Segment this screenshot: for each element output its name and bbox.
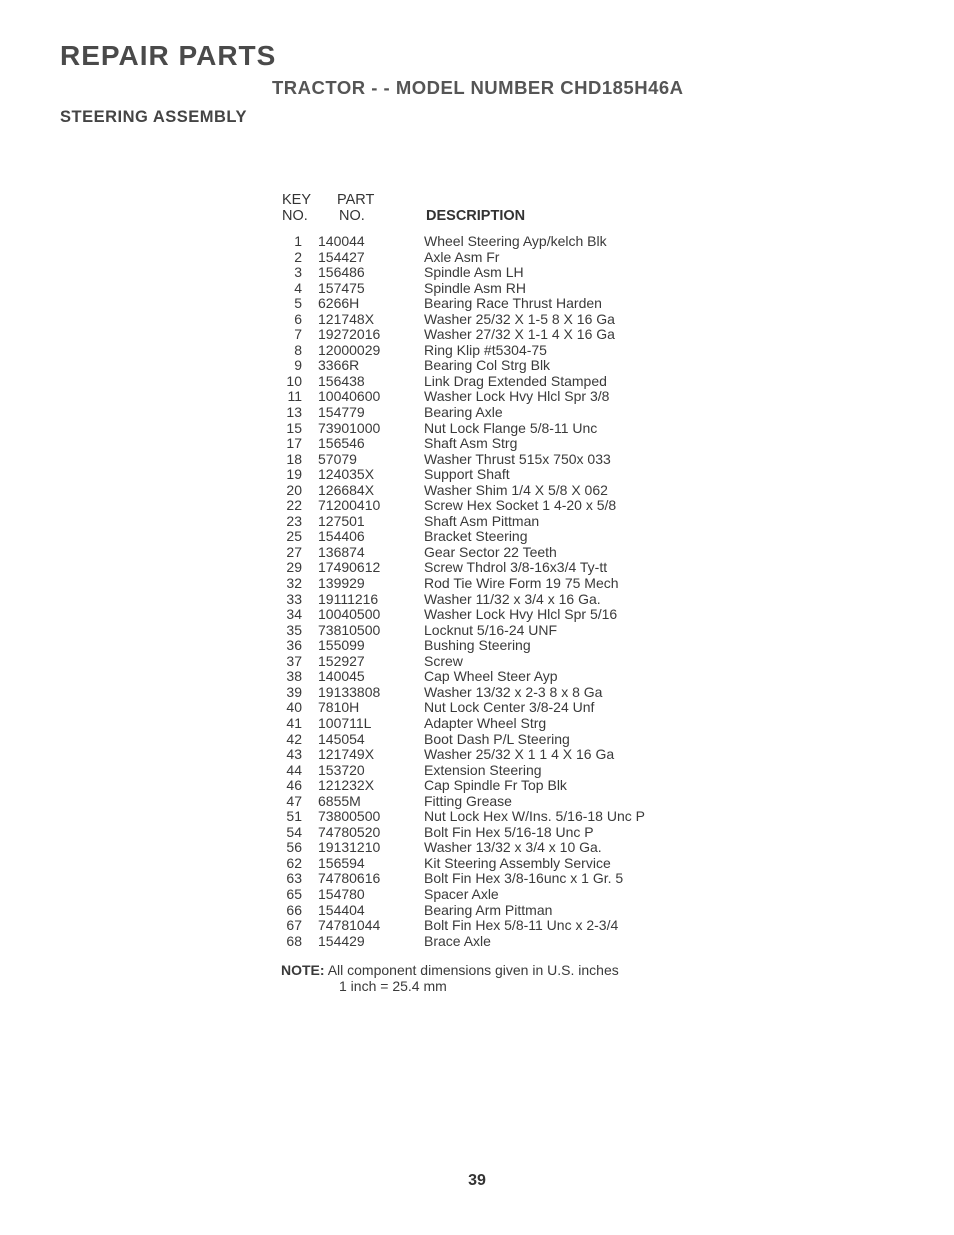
part-description: Bolt Fin Hex 3/8-16unc x 1 Gr. 5 — [424, 870, 624, 887]
parts-row — [270, 669, 710, 685]
key-number: 5 — [294, 295, 302, 312]
key-number: 15 — [286, 419, 302, 436]
part-number: 19272016 — [318, 326, 381, 343]
part-number: 127501 — [318, 512, 365, 529]
key-number: 33 — [286, 590, 302, 607]
part-description: Bearing Race Thrust Harden — [424, 295, 602, 312]
part-description: Nut Lock Flange 5/8-11 Unc — [424, 419, 598, 436]
part-number: 3366R — [318, 357, 360, 374]
part-number: 6855M — [318, 792, 361, 809]
part-description: Screw Thdrol 3/8-16x3/4 Ty-tt — [424, 559, 608, 576]
key-number: 67 — [286, 917, 302, 934]
part-description: Washer Lock Hvy Hlcl Spr 5/16 — [424, 606, 618, 623]
parts-row — [270, 296, 710, 312]
part-number: 71200410 — [318, 497, 381, 514]
parts-row — [270, 654, 710, 670]
part-description: Washer 13/32 x 3/4 x 10 Ga. — [424, 839, 602, 856]
part-number: 153720 — [318, 761, 365, 778]
key-number: 42 — [286, 730, 302, 747]
part-description: Screw Hex Socket 1 4-20 x 5/8 — [424, 497, 617, 514]
part-number: 7810H — [318, 699, 360, 716]
part-number: 121748X — [318, 310, 375, 327]
key-number: 27 — [286, 543, 302, 560]
part-description: Bearing Arm Pittman — [424, 901, 553, 918]
parts-row — [270, 871, 710, 887]
part-description: Shaft Asm Pittman — [424, 512, 540, 529]
part-number: 124035X — [318, 466, 375, 483]
key-number: 11 — [287, 388, 302, 405]
part-number: 73810500 — [318, 621, 381, 638]
parts-row — [270, 903, 710, 919]
key-number: 4 — [294, 279, 302, 296]
key-number: 7 — [294, 326, 302, 343]
key-number: 47 — [286, 792, 302, 809]
part-number: 6266H — [318, 295, 360, 312]
part-number: 12000029 — [318, 341, 381, 358]
parts-row — [270, 638, 710, 654]
parts-row — [270, 716, 710, 732]
part-number: 154404 — [318, 901, 365, 918]
key-number: 20 — [286, 481, 302, 498]
parts-row — [270, 436, 710, 452]
part-description: Bracket Steering — [424, 528, 528, 545]
part-number: 157475 — [318, 279, 365, 296]
key-number: 6 — [294, 310, 302, 327]
key-number: 37 — [286, 652, 302, 669]
part-description: Brace Axle — [424, 932, 491, 949]
part-number: 73901000 — [318, 419, 381, 436]
parts-row — [270, 856, 710, 872]
parts-row — [270, 514, 710, 530]
part-header-line1: PART — [337, 192, 375, 208]
key-number: 36 — [286, 637, 302, 654]
part-description: Rod Tie Wire Form 19 75 Mech — [424, 575, 619, 592]
key-number: 68 — [286, 932, 302, 949]
part-number: 155099 — [318, 637, 365, 654]
part-number: 140045 — [318, 668, 365, 685]
note-label: NOTE: — [281, 962, 325, 978]
parts-row — [270, 327, 710, 343]
parts-row — [270, 545, 710, 561]
part-description: Gear Sector 22 Teeth — [424, 543, 557, 560]
model-subtitle: TRACTOR - - MODEL NUMBER CHD185H46A — [272, 77, 684, 98]
part-description: Bushing Steering — [424, 637, 531, 654]
part-number: 19131210 — [318, 839, 381, 856]
part-description: Nut Lock Hex W/Ins. 5/16-18 Unc P — [424, 808, 645, 825]
description-column-header: DESCRIPTION — [426, 208, 526, 224]
key-number: 41 — [286, 714, 302, 731]
part-description: Washer 25/32 X 1-5 8 X 16 Ga — [424, 310, 615, 327]
parts-row — [270, 763, 710, 779]
part-number: 57079 — [318, 450, 357, 467]
part-number: 139929 — [318, 575, 365, 592]
part-description: Boot Dash P/L Steering — [424, 730, 570, 747]
part-description: Wheel Steering Ayp/kelch Blk — [424, 233, 607, 249]
page-title: REPAIR PARTS — [60, 40, 277, 71]
parts-row — [270, 281, 710, 297]
parts-row — [270, 809, 710, 825]
part-number: 140044 — [318, 233, 365, 249]
parts-row — [270, 374, 710, 390]
parts-row — [270, 560, 710, 576]
parts-row — [270, 747, 710, 763]
parts-row — [270, 467, 710, 483]
key-number: 1 — [294, 233, 302, 249]
key-number: 63 — [286, 870, 302, 887]
part-description: Fitting Grease — [424, 792, 512, 809]
parts-row — [270, 452, 710, 468]
part-number: 121749X — [318, 746, 375, 763]
key-number: 17 — [286, 435, 302, 452]
part-number: 19111216 — [318, 590, 379, 607]
part-number: 136874 — [318, 543, 365, 560]
part-header-line2: NO. — [339, 208, 365, 224]
parts-row — [270, 265, 710, 281]
note-line2: 1 inch = 25.4 mm — [339, 978, 447, 994]
part-description: Screw — [424, 652, 463, 669]
parts-row — [270, 685, 710, 701]
parts-row — [270, 934, 710, 950]
part-description: Bolt Fin Hex 5/16-18 Unc P — [424, 823, 594, 840]
dimensions-note — [281, 962, 619, 994]
parts-row — [270, 623, 710, 639]
parts-row — [270, 794, 710, 810]
part-description: Spacer Axle — [424, 885, 499, 902]
part-number: 74780520 — [318, 823, 381, 840]
key-number: 19 — [286, 466, 302, 483]
part-description: Cap Wheel Steer Ayp — [424, 668, 558, 685]
key-header-line2: NO. — [282, 208, 308, 224]
part-description: Spindle Asm LH — [424, 264, 524, 281]
part-description: Bearing Axle — [424, 404, 503, 421]
part-number: 154780 — [318, 885, 365, 902]
part-number: 154779 — [318, 404, 365, 421]
part-number: 152927 — [318, 652, 365, 669]
section-heading: STEERING ASSEMBLY — [60, 108, 247, 126]
part-description: Washer 25/32 X 1 1 4 X 16 Ga — [424, 746, 615, 763]
parts-row — [270, 343, 710, 359]
part-description: Washer Shim 1/4 X 5/8 X 062 — [424, 481, 608, 498]
parts-row — [270, 918, 710, 934]
part-description: Support Shaft — [424, 466, 510, 483]
part-description: Extension Steering — [424, 761, 542, 778]
key-number: 44 — [286, 761, 302, 778]
key-number: 39 — [286, 683, 302, 700]
part-number: 156486 — [318, 264, 365, 281]
key-number: 8 — [294, 341, 302, 358]
part-number: 154429 — [318, 932, 365, 949]
part-description: Shaft Asm Strg — [424, 435, 518, 452]
part-number: 10040600 — [318, 388, 381, 405]
key-number: 51 — [286, 808, 302, 825]
part-number: 19133808 — [318, 683, 381, 700]
key-number: 54 — [286, 823, 302, 840]
parts-row — [270, 825, 710, 841]
part-description: Washer 11/32 x 3/4 x 16 Ga. — [424, 590, 601, 607]
key-number: 66 — [286, 901, 302, 918]
part-description: Washer Thrust 515x 750x 033 — [424, 450, 611, 467]
part-description: Adapter Wheel Strg — [424, 714, 547, 731]
key-number: 35 — [286, 621, 302, 638]
part-description: Washer Lock Hvy Hlcl Spr 3/8 — [424, 388, 610, 405]
parts-row — [270, 405, 710, 421]
part-description: Washer 13/32 x 2-3 8 x 8 Ga — [424, 683, 603, 700]
key-number: 18 — [286, 450, 302, 467]
parts-row — [270, 312, 710, 328]
part-number: 73800500 — [318, 808, 381, 825]
part-description: Washer 27/32 X 1-1 4 X 16 Ga — [424, 326, 615, 343]
part-number: 17490612 — [318, 559, 381, 576]
key-number: 25 — [286, 528, 302, 545]
parts-row — [270, 483, 710, 499]
part-number: 156438 — [318, 372, 365, 389]
page-number: 39 — [468, 1172, 486, 1189]
part-number: 154406 — [318, 528, 365, 545]
key-number: 40 — [286, 699, 302, 716]
note-line1: All component dimensions given in U.S. inches — [327, 962, 619, 978]
part-description: Kit Steering Assembly Service — [424, 854, 611, 871]
key-number: 22 — [286, 497, 302, 514]
parts-row — [270, 700, 710, 716]
parts-row — [270, 421, 710, 437]
part-number: 74781044 — [318, 917, 381, 934]
part-column-header — [325, 192, 374, 224]
part-description: Link Drag Extended Stamped — [424, 372, 607, 389]
part-description: Locknut 5/16-24 UNF — [424, 621, 558, 638]
parts-row — [270, 607, 710, 623]
key-number: 65 — [286, 885, 302, 902]
parts-row — [270, 592, 710, 608]
key-number: 10 — [286, 372, 302, 389]
part-description: Nut Lock Center 3/8-24 Unf — [424, 699, 595, 716]
part-number: 154427 — [318, 248, 365, 265]
key-number: 62 — [286, 854, 302, 871]
part-number: 10040500 — [318, 606, 381, 623]
part-description: Ring Klip #t5304-75 — [424, 341, 547, 358]
parts-row — [270, 529, 710, 545]
parts-row — [270, 732, 710, 748]
parts-row — [270, 250, 710, 266]
part-description: Cap Spindle Fr Top Blk — [424, 777, 567, 794]
key-number: 9 — [294, 357, 302, 374]
key-number: 32 — [286, 575, 302, 592]
part-description: Axle Asm Fr — [424, 248, 500, 265]
parts-row — [270, 887, 710, 903]
part-description: Spindle Asm RH — [424, 279, 526, 296]
key-number: 29 — [286, 559, 302, 576]
parts-row — [270, 358, 710, 374]
key-number: 13 — [286, 404, 302, 421]
part-description: Bearing Col Strg Blk — [424, 357, 551, 374]
key-number: 3 — [294, 264, 302, 281]
key-number: 38 — [286, 668, 302, 685]
parts-list — [270, 234, 710, 949]
parts-row — [270, 234, 710, 250]
part-number: 156546 — [318, 435, 365, 452]
key-number: 43 — [286, 746, 302, 763]
parts-row — [270, 576, 710, 592]
key-number: 23 — [286, 512, 302, 529]
parts-row — [270, 498, 710, 514]
part-number: 145054 — [318, 730, 365, 747]
parts-row — [270, 778, 710, 794]
parts-row — [270, 840, 710, 856]
parts-row — [270, 389, 710, 405]
part-number: 126684X — [318, 481, 375, 498]
part-number: 74780616 — [318, 870, 381, 887]
part-number: 156594 — [318, 854, 365, 871]
key-header-line1: KEY — [282, 192, 312, 208]
key-number: 34 — [286, 606, 302, 623]
key-column-header — [282, 192, 311, 224]
part-number: 121232X — [318, 777, 375, 794]
part-description: Bolt Fin Hex 5/8-11 Unc x 2-3/4 — [424, 917, 619, 934]
key-number: 56 — [286, 839, 302, 856]
key-number: 46 — [286, 777, 302, 794]
key-number: 2 — [294, 248, 302, 265]
part-number: 100711L — [318, 714, 372, 731]
